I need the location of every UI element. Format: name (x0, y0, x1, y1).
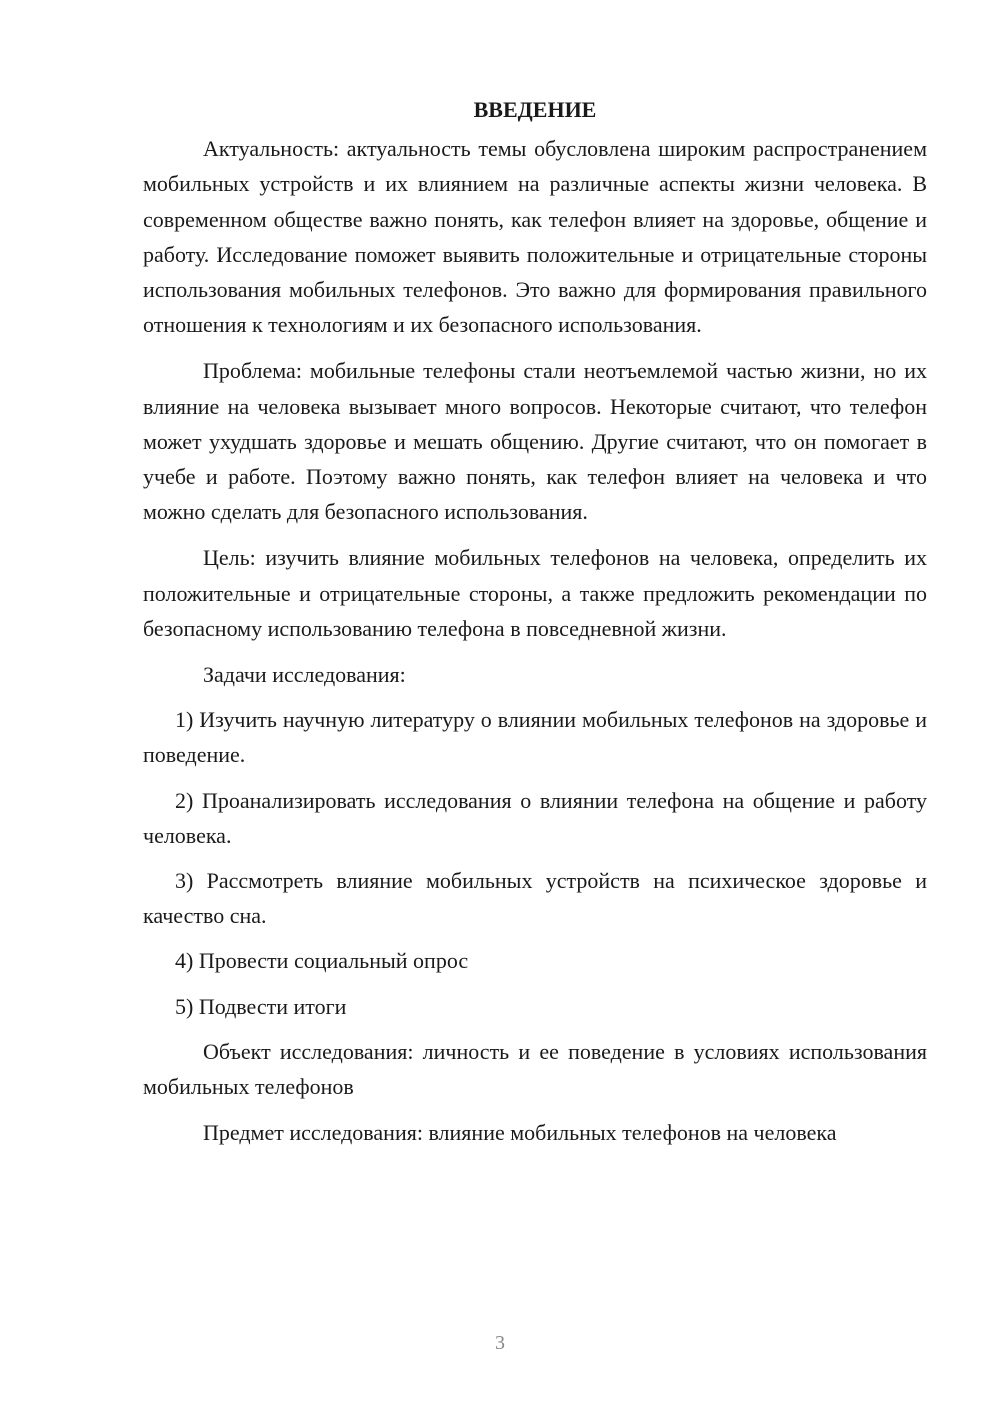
page-content (143, 92, 927, 1161)
section-heading: ВВЕДЕНИЕ (473, 97, 597, 122)
task-item-2: 2) Проанализировать исследования о влиянии телефона на общение и работу человека. (143, 787, 927, 848)
goal-paragraph: Цель: изучить влияние мобильных телефонов на человека, определить их положительные и отрицательные стороны, а также предложить рекомендации по безопасному использованию телефона в повседневной жизни. (143, 545, 927, 641)
task-item-5: 5) Подвести итоги (175, 993, 347, 1019)
problem-paragraph: Проблема: мобильные телефоны стали неотъемлемой частью жизни, но их влияние на человека вызывает много вопросов. Некоторые считают, что телефон может ухудшать здоровье и мешать общению. Другие считают, что он помогает в учебе и работе. Поэтому важно понять, как телефон влияет на человека и что можно сделать для безопасного использования. (143, 358, 927, 525)
task-item-1: 1) Изучить научную литературу о влиянии мобильных телефонов на здоровье и поведение. (143, 707, 927, 768)
object-paragraph: Объект исследования: личность и ее поведение в условиях использования мобильных телефонов (143, 1038, 927, 1100)
tasks-heading: Задачи исследования: (203, 662, 406, 688)
page-number: 3 (495, 1332, 505, 1354)
task-item-4: 4) Провести социальный опрос (175, 948, 469, 974)
task-item-3: 3) Рассмотреть влияние мобильных устройств на психическое здоровье и качество сна. (143, 868, 927, 929)
subject-paragraph: Предмет исследования: влияние мобильных телефонов на человека (203, 1120, 837, 1146)
relevance-paragraph: Актуальность: актуальность темы обусловлена широким распространением мобильных устройств и их влиянием на различные аспекты жизни человека. В современном обществе важно понять, как телефон влияет на здоровье, общение и работу. Исследование поможет выявить положительные и отрицательные стороны использования мобильных телефонов. Это важно для формирования правильного отношения к технологиям и их безопасного использования. (143, 136, 927, 338)
